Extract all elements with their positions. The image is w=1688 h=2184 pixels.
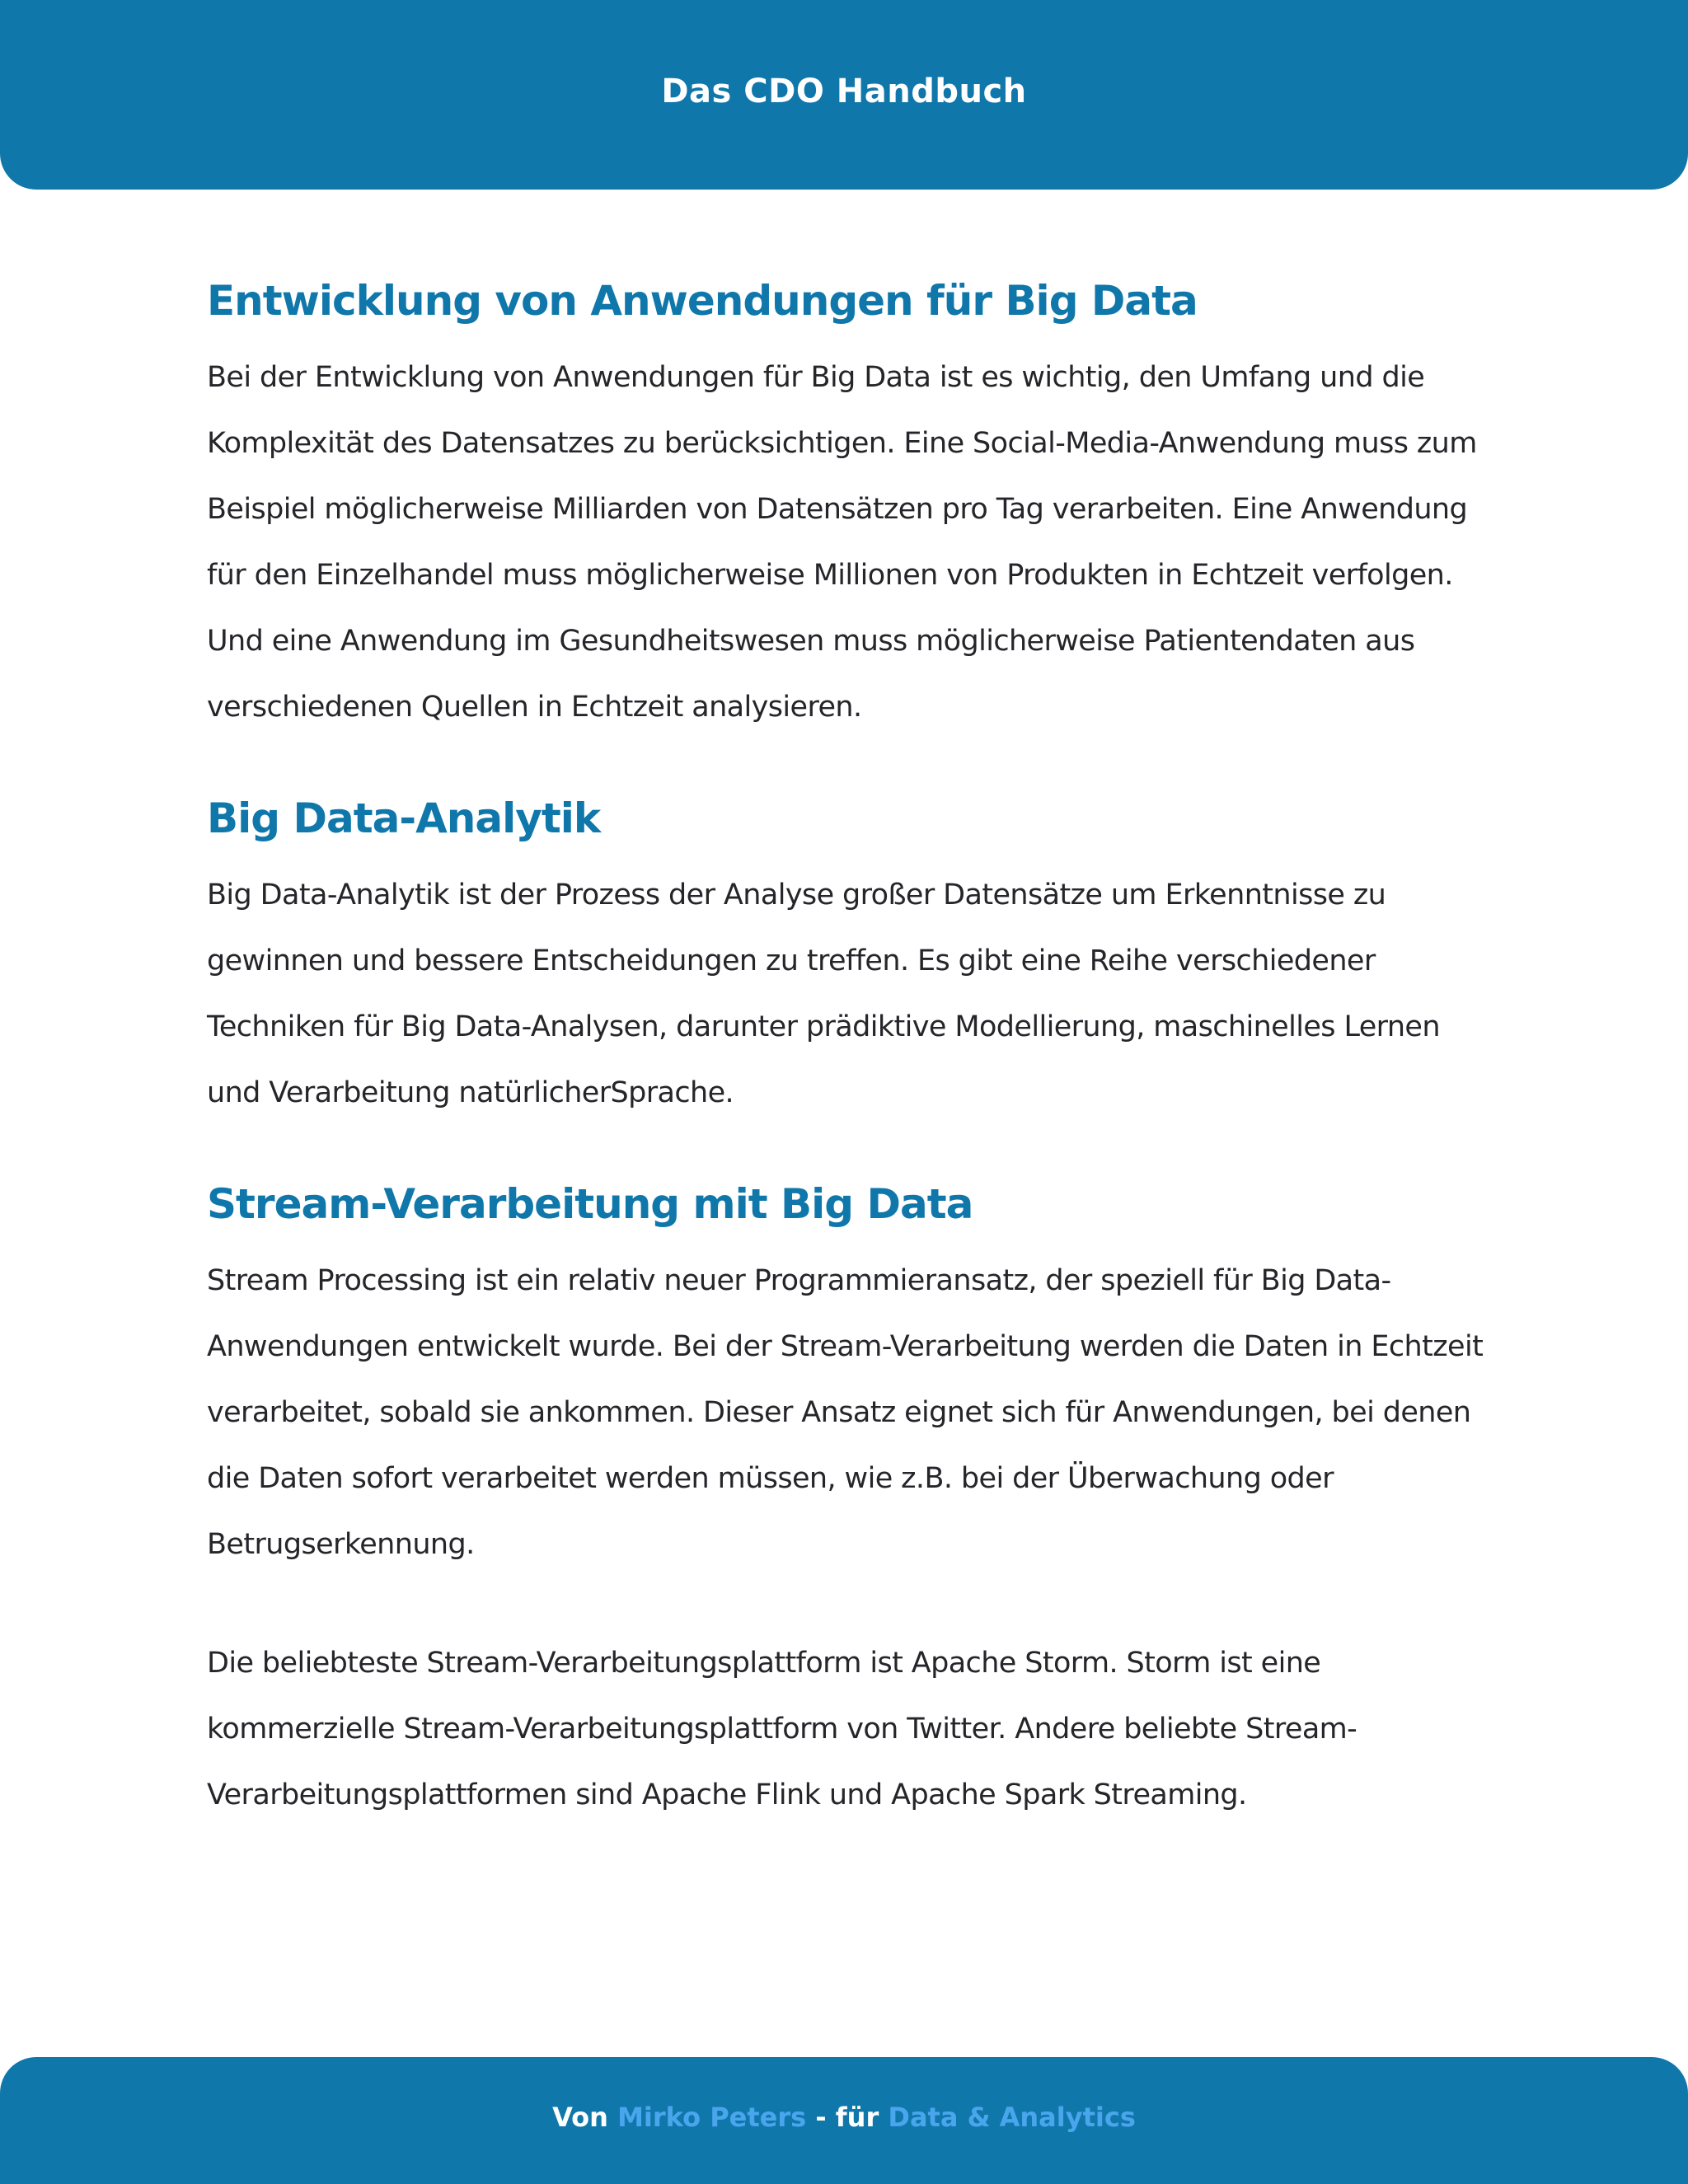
- footer-credit: [0, 2102, 1688, 2133]
- section-stream-processing: [207, 1175, 1493, 1828]
- section-heading: Entwicklung von Anwendungen für Big Data: [207, 277, 1198, 325]
- section-paragraph: Bei der Entwicklung von Anwendungen für Big Data ist es wichtig, den Umfang und die Komplexität des Datensatzes zu berücksichtigen. Eine Social-Media-Anwendung muss zum Beispiel möglicherweise Milliarden von Datensätzen pro Tag verarbeiten. Eine Anwendung für den Einzelhandel muss möglicherweise Millionen von Produkten in Echtzeit verfolgen. Und eine Anwendung im Gesundheitswesen muss möglicherweise Patientendaten aus verschiedenen Quellen in Echtzeit analysieren.: [207, 361, 1477, 724]
- section-paragraph: Stream Processing ist ein relativ neuer Programmieransatz, der speziell für Big Data-Anwendungen entwickelt wurde. Bei der Stream-Verarbeitung werden die Daten in Echtzeit verarbeitet, sobald sie ankommen. Dieser Ansatz eignet sich für Anwendungen, bei denen die Daten sofort verarbeitet werden müssen, wie z.B. bei der Überwachung oder Betrugserkennung.: [207, 1264, 1484, 1561]
- section-heading: Big Data-Analytik: [207, 794, 601, 842]
- page-header: [0, 0, 1688, 190]
- section-paragraph: Big Data-Analytik ist der Prozess der Analyse großer Datensätze um Erkenntnisse zu gewinnen und bessere Entscheidungen zu treffen. Es gibt eine Reihe verschiedener Techniken für Big Data-Analysen, darunter prädiktive Modellierung, maschinelles Lernen und Verarbeitung natürlicherSprache.: [207, 879, 1440, 1109]
- footer-prefix: Von: [552, 2102, 608, 2133]
- section-paragraph: Die beliebteste Stream-Verarbeitungsplattform ist Apache Storm. Storm ist eine kommerzielle Stream-Verarbeitungsplattform von Twitter. Andere beliebte Stream-Verarbeitungsplattformen sind Apache Flink und Apache Spark Streaming.: [207, 1647, 1357, 1811]
- footer-topic: Data & Analytics: [888, 2102, 1136, 2133]
- page-footer: [0, 2057, 1688, 2184]
- header-title: Das CDO Handbuch: [661, 73, 1027, 110]
- section-big-data-analytics: [207, 790, 1493, 1126]
- section-heading: Stream-Verarbeitung mit Big Data: [207, 1180, 973, 1228]
- document-body: [207, 272, 1493, 1828]
- section-big-data-applications: [207, 272, 1493, 740]
- footer-author: Mirko Peters: [617, 2102, 807, 2133]
- footer-separator: - für: [815, 2102, 879, 2133]
